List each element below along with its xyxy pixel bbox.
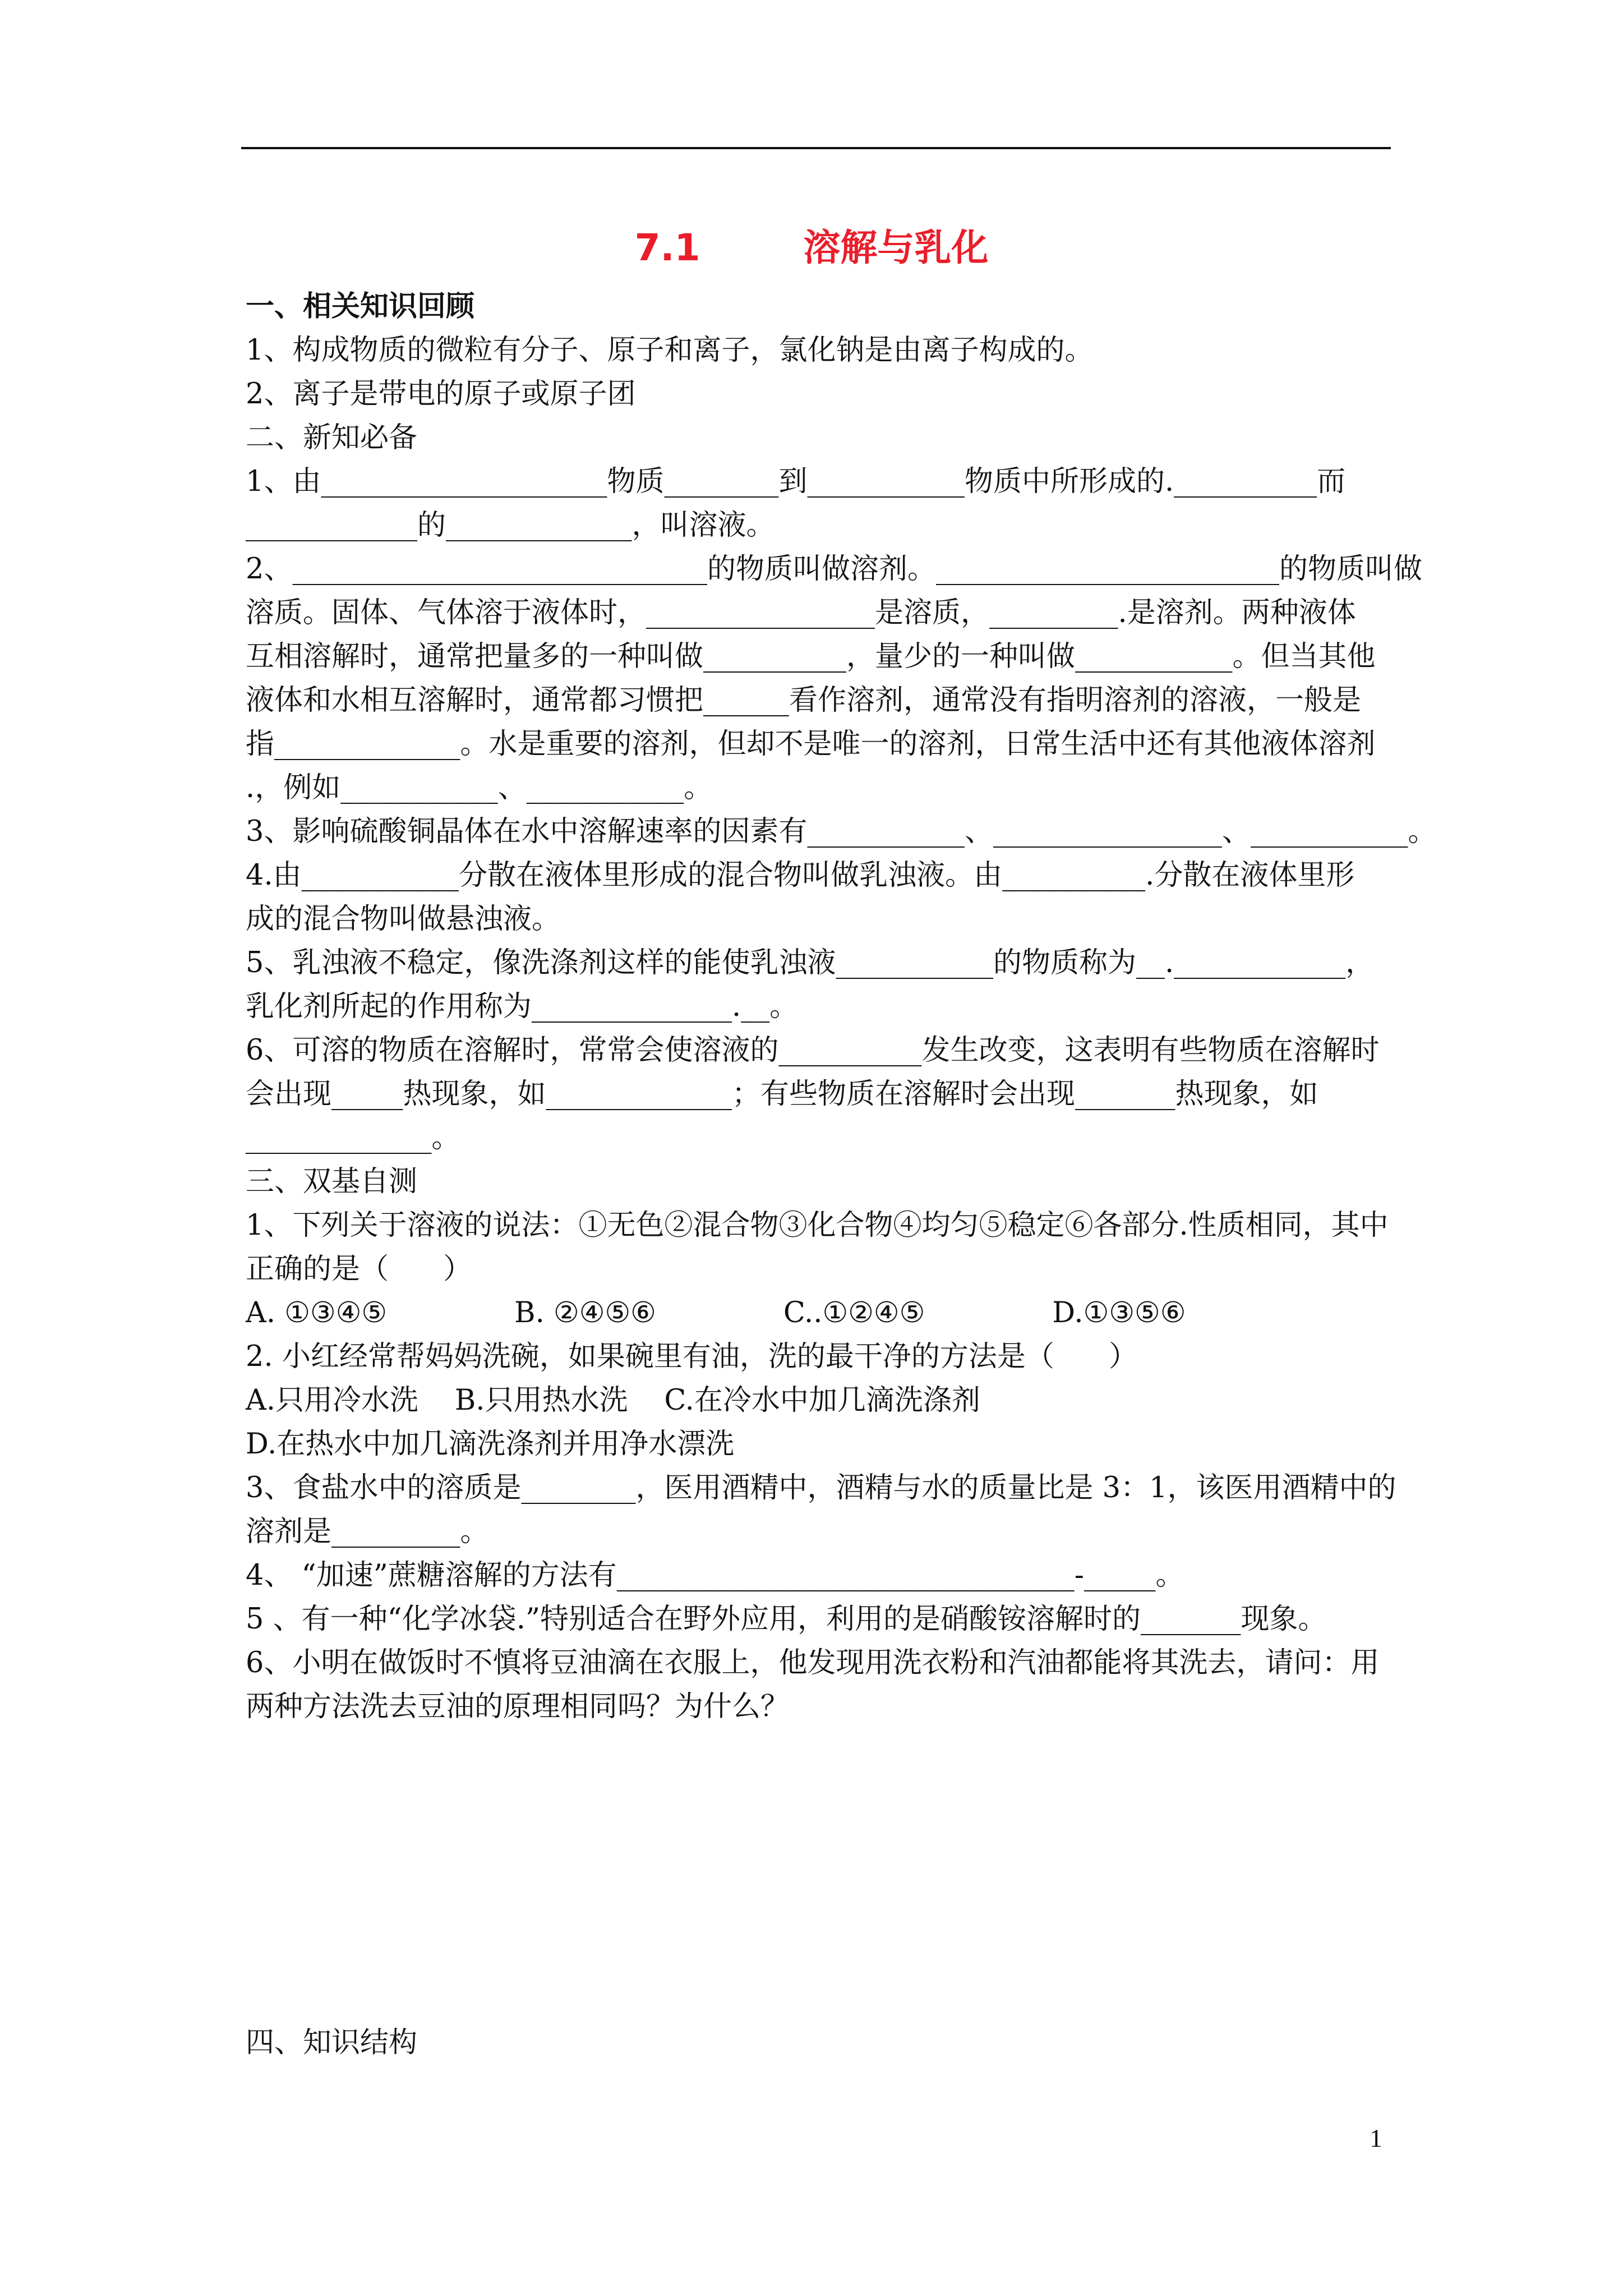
- text-line: D.在热水中加几滴洗涤剂并用净水漂洗: [246, 1428, 735, 1461]
- text-line: 2、_____________________________的物质叫做溶剂。________________________的物质叫做: [246, 553, 1422, 586]
- text-line: 两种方法洗去豆油的原理相同吗？为什么？: [246, 1690, 790, 1723]
- text-line: 6、小明在做饭时不慎将豆油滴在衣服上，他发现用洗衣粉和汽油都能将其洗去，请问：用: [246, 1646, 1380, 1680]
- text-line: 4.由___________分散在液体里形成的混合物叫做乳浊液。由__________.分散在液体里形: [246, 859, 1355, 892]
- text-line: 三、双基自测: [246, 1165, 418, 1198]
- page-number: 1: [1370, 2124, 1382, 2152]
- text-line: 指_____________。水是重要的溶剂，但却不是唯一的溶剂，日常生活中还有其他液体溶剂: [246, 728, 1376, 761]
- text-line: 溶剂是_________。: [246, 1515, 489, 1548]
- document-body: [246, 285, 1437, 1729]
- text-line: 2、离子是带电的原子或原子团: [246, 378, 636, 411]
- top-rule: [241, 147, 1391, 149]
- text-line: 1、下列关于溶液的说法：①无色②混合物③化合物④均匀⑤稳定⑥各部分.性质相同，其中: [246, 1209, 1389, 1242]
- text-line: 互相溶解时，通常把量多的一种叫做__________，量少的一种叫做___________。但当其他: [246, 640, 1376, 673]
- text-line: A.只用冷水洗 B.只用热水洗 C.在冷水中加几滴洗涤剂: [246, 1384, 980, 1417]
- text-line: 1、构成物质的微粒有分子、原子和离子，氯化钠是由离子构成的。: [246, 334, 1094, 367]
- text-line: 乳化剂所起的作用称为______________.__。: [246, 990, 799, 1023]
- text-line: 正确的是（ ）: [246, 1253, 472, 1286]
- text-line: 二、新知必备: [246, 421, 418, 454]
- text-line: 6、可溶的物质在溶解时，常常会使溶液的__________发生改变，这表明有些物质在溶解时: [246, 1034, 1380, 1067]
- text-line: A. ①③④⑤ B. ②④⑤⑥ C..①②④⑤ D.①③⑤⑥: [246, 1296, 1186, 1329]
- text-line: .，例如___________、___________。: [246, 771, 713, 804]
- text-line: ____________的_____________，叫溶液。: [246, 509, 775, 542]
- text-line: 3、食盐水中的溶质是________，医用酒精中，酒精与水的质量比是 3：1，该医用酒精中的: [246, 1471, 1396, 1504]
- text-line: 溶质。固体、气体溶于液体时，________________是溶质，_________.是溶剂。两种液体: [246, 596, 1356, 629]
- section-heading: 一、相关知识回顾: [246, 290, 475, 323]
- text-line: 4、 “加速”蔗糖溶解的方法有________________________________-_____。: [246, 1559, 1184, 1592]
- text-line: 2. 小红经常帮妈妈洗碗，如果碗里有油，洗的最干净的方法是（ ）: [246, 1340, 1138, 1373]
- section-heading-knowledge-structure: 四、知识结构: [246, 2026, 418, 2059]
- text-line: 5 、有一种“化学冰袋.”特别适合在野外应用，利用的是硝酸铵溶解时的_______现象。: [246, 1603, 1327, 1636]
- text-line: 1、由____________________物质________到___________物质中所形成的.__________而: [246, 465, 1346, 498]
- text-line: _____________。: [246, 1121, 460, 1154]
- text-line: 液体和水相互溶解时，通常都习惯把______看作溶剂，通常没有指明溶剂的溶液，一般是: [246, 684, 1362, 717]
- text-line: 会出现_____热现象，如_____________；有些物质在溶解时会出现_______热现象，如: [246, 1078, 1318, 1111]
- page-title: 7.1 溶解与乳化: [634, 226, 989, 269]
- text-line: 5、乳浊液不稳定，像洗涤剂这样的能使乳浊液___________的物质称为__.____________，: [246, 946, 1375, 979]
- text-line: 成的混合物叫做悬浊液。: [246, 903, 561, 936]
- text-line: 3、影响硫酸铜晶体在水中溶解速率的因素有___________、________________、___________。: [246, 815, 1437, 848]
